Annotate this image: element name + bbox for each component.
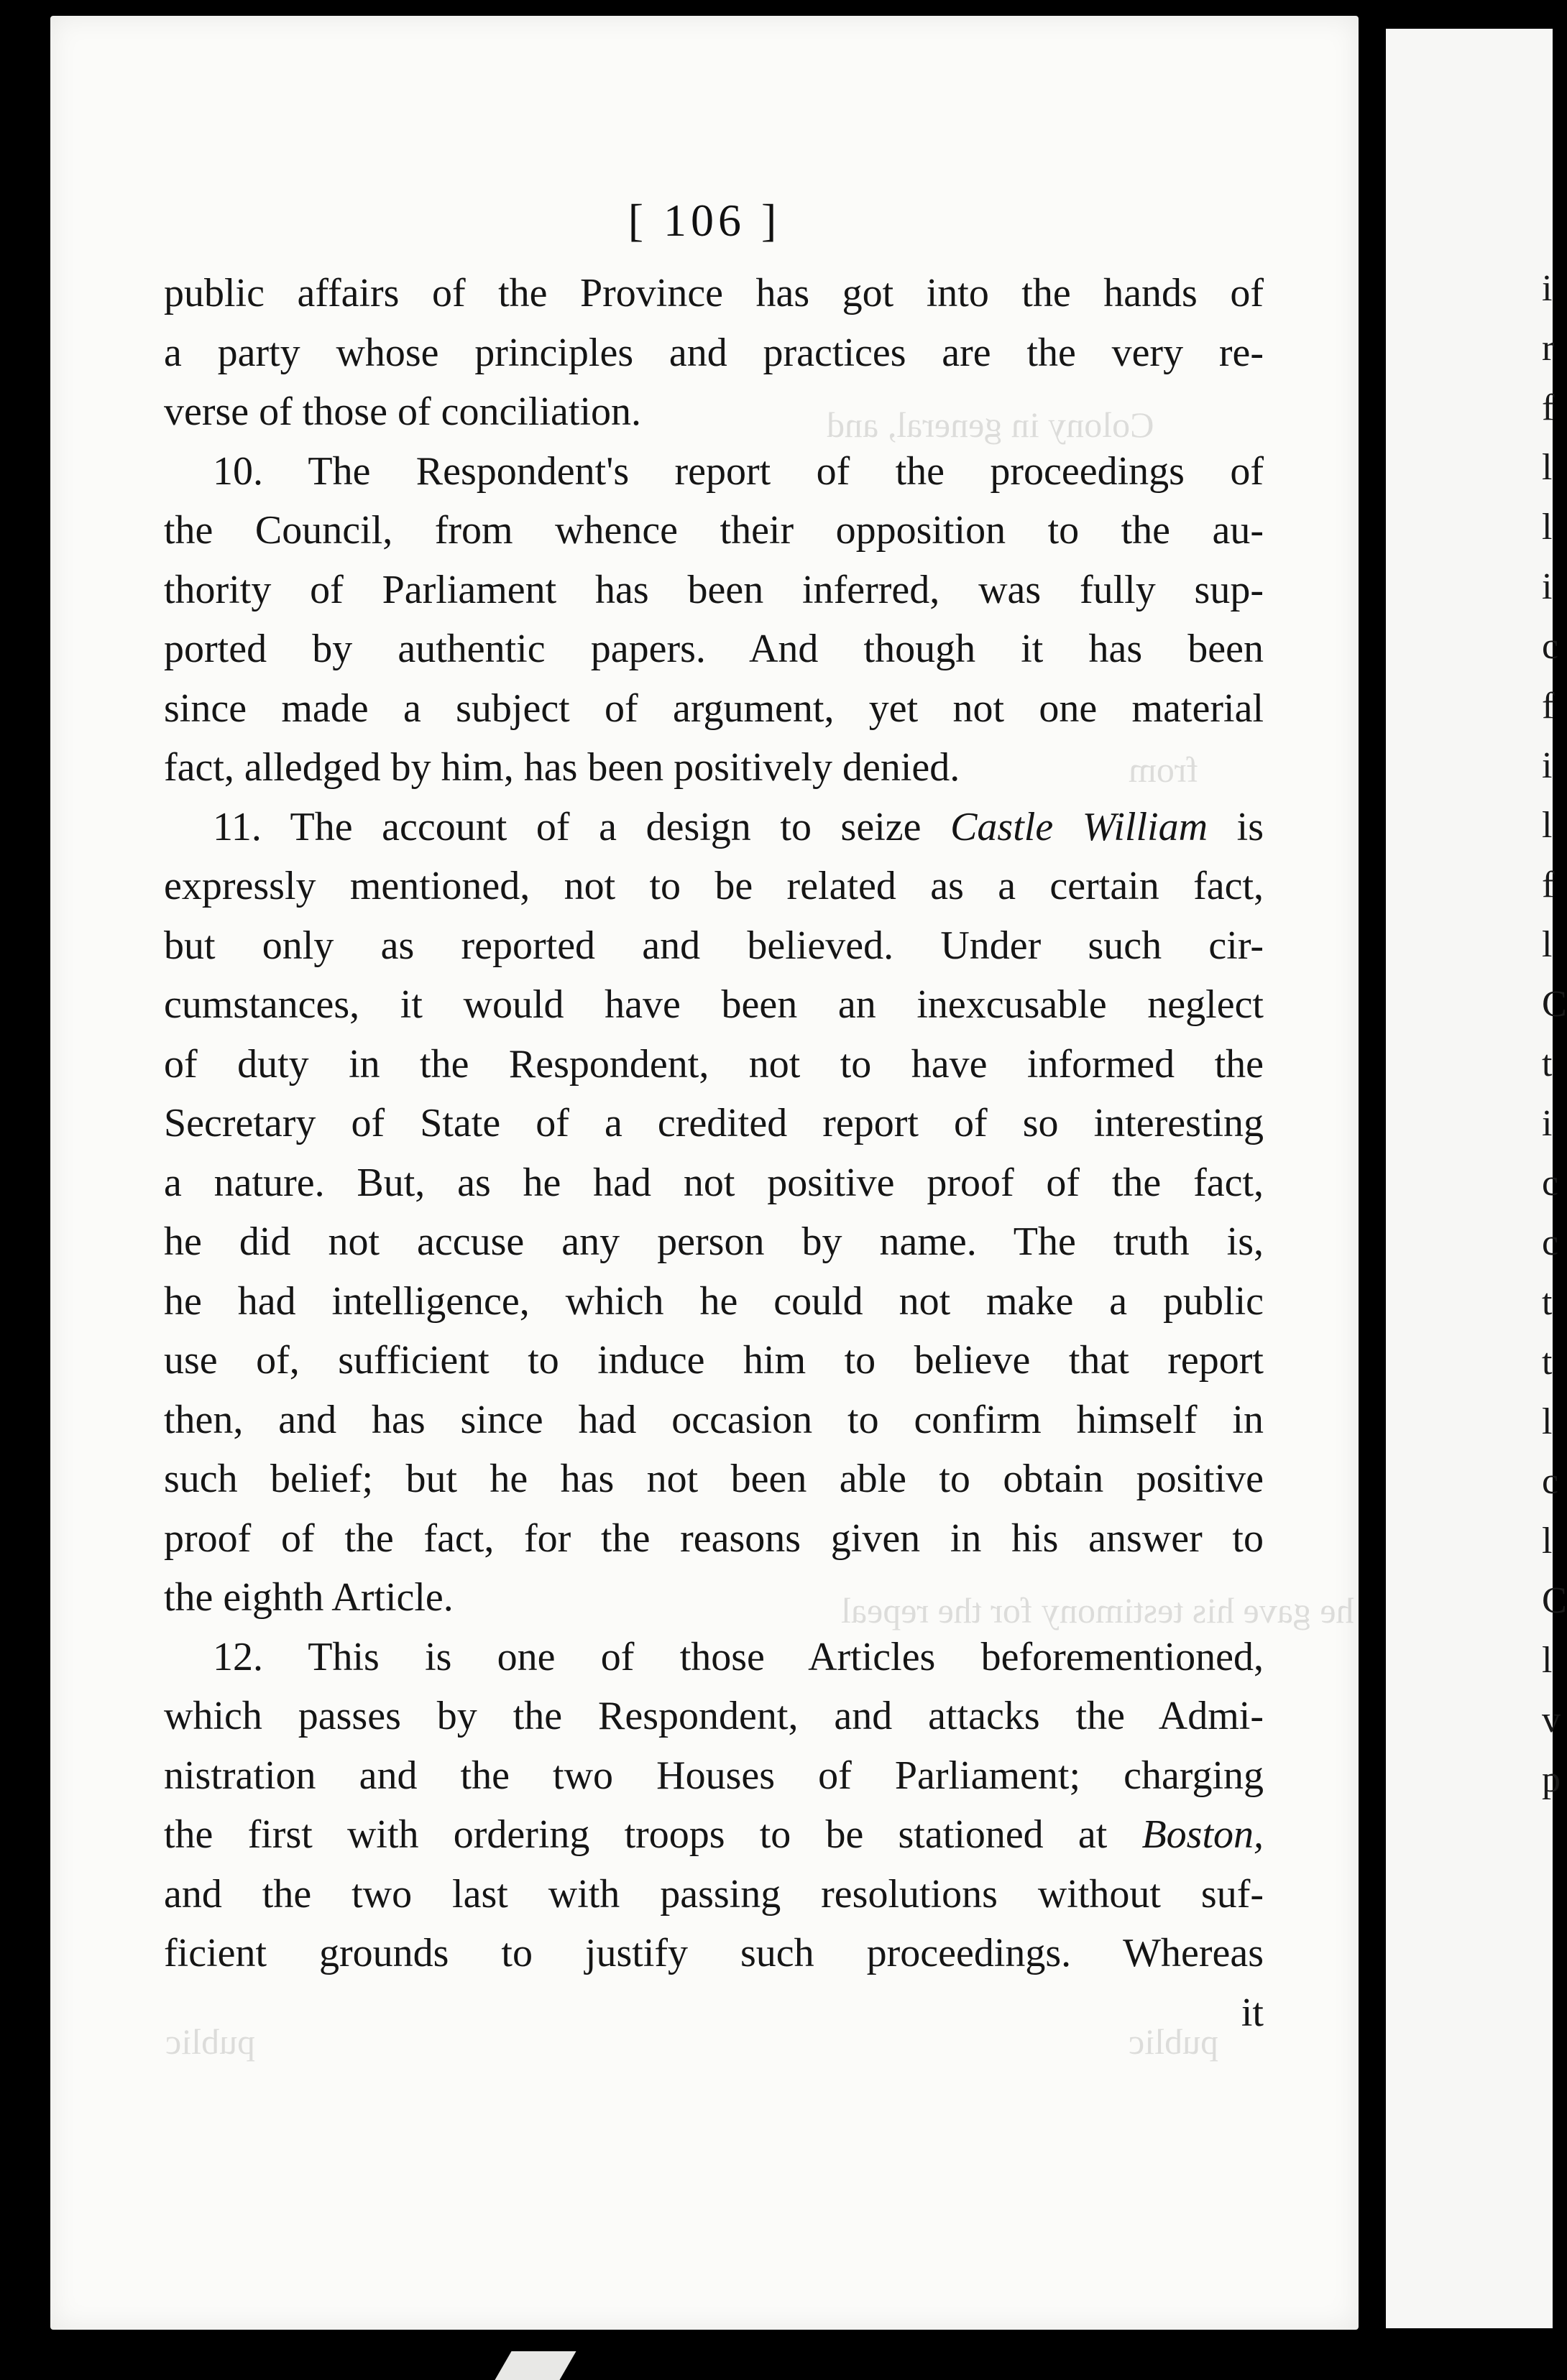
paragraph-10-start: 10. The Respondent's report of the proceedings of (213, 448, 1264, 494)
edge-letter: t (1542, 1342, 1553, 1383)
line-10-after: is (1208, 804, 1264, 849)
show-through-text: public (1129, 2021, 1218, 2062)
edge-letter: t (1542, 1043, 1553, 1084)
edge-letter: l (1542, 805, 1553, 846)
castle-william-italic: Castle William (950, 804, 1208, 849)
text-line-7: ported by authentic papers. And though it has been (164, 627, 1264, 671)
edge-letter: f (1542, 864, 1555, 905)
text-line-25: which passes by the Respondent, and attacks the Admi- (164, 1694, 1264, 1738)
text-line-11: expressly mentioned, not to be related as a certain fact, (164, 864, 1264, 908)
page-number: [ 106 ] (628, 195, 781, 246)
edge-letter: t (1542, 1282, 1553, 1323)
text-line-5: the Council, from whence their opposition to the au- (164, 508, 1264, 553)
text-line-23: the eighth Article. (164, 1575, 454, 1620)
text-line-22: proof of the fact, for the reasons given in his answer to (164, 1516, 1264, 1561)
text-line-1: public affairs of the Province has got into the hands of (164, 271, 1264, 315)
catchword: it (1241, 1990, 1264, 2035)
edge-letter: f (1542, 686, 1555, 727)
text-line-3: verse of those of conciliation. (164, 389, 642, 434)
text-line-27 (164, 1805, 1264, 1865)
line-27-text: the first with ordering troops to be stationed at (164, 1812, 1142, 1857)
show-through-text: Colony in general, and (827, 405, 1154, 445)
edge-letter: f (1542, 387, 1555, 428)
edge-letter: C (1542, 984, 1567, 1025)
edge-letter: l (1542, 924, 1553, 965)
text-line-12: but only as reported and believed. Under such cir- (164, 923, 1264, 968)
edge-letter: i (1542, 268, 1553, 309)
text-line-8: since made a subject of argument, yet not one material (164, 686, 1264, 731)
edge-letter: i (1542, 745, 1553, 786)
edge-letter: i (1542, 1103, 1553, 1144)
edge-letter: c (1542, 1163, 1559, 1204)
body-text (164, 264, 1264, 2042)
text-line-17: he did not accuse any person by name. The truth is, (164, 1219, 1264, 1264)
text-line-28: and the two last with passing resolutions without suf- (164, 1871, 1264, 1917)
boston-italic: Boston, (1141, 1812, 1264, 1857)
edge-letter: l (1542, 1640, 1553, 1681)
facing-page-letters (1542, 259, 1567, 1809)
text-line-2: a party whose principles and practices are the very re- (164, 330, 1264, 375)
edge-letter: C (1542, 1580, 1567, 1621)
edge-letter: r (1542, 328, 1555, 369)
edge-letter: v (1542, 1699, 1561, 1740)
text-line-19: use of, sufficient to induce him to believe that report (164, 1338, 1264, 1383)
edge-letter: l (1542, 507, 1553, 548)
text-line-26: nistration and the two Houses of Parliament; charging (164, 1753, 1264, 1798)
text-line-20: then, and has since had occasion to confirm himself in (164, 1397, 1264, 1442)
text-line-6: thority of Parliament has been inferred, was fully sup- (164, 567, 1264, 612)
text-line-15: Secretary of State of a credited report of so interesting (164, 1101, 1264, 1145)
facing-page-edge (1386, 29, 1567, 2328)
edge-letter: l (1542, 1521, 1553, 1562)
paragraph-12-start: 12. This is one of those Articles beforementioned, (213, 1634, 1264, 1679)
left-page (50, 16, 1359, 2330)
text-line-9: fact, alledged by him, has been positively denied. (164, 745, 960, 790)
text-line-21: such belief; but he has not been able to obtain positive (164, 1457, 1264, 1501)
show-through-text: from (1129, 749, 1199, 790)
edge-letter: p (1542, 1759, 1561, 1800)
edge-letter: i (1542, 566, 1553, 607)
line-10-text: 11. The account of a design to seize (213, 804, 951, 849)
edge-letter: c (1542, 1461, 1559, 1502)
text-line-18: he had intelligence, which he could not make a public (164, 1278, 1264, 1324)
edge-letter: c (1542, 626, 1559, 667)
paragraph-11-start (164, 798, 1264, 857)
text-line-29: ficient grounds to justify such proceedings. Whereas (164, 1931, 1264, 1975)
text-line-16: a nature. But, as he had not positive proof of the fact, (164, 1160, 1264, 1205)
scan-debris-mark (495, 2351, 576, 2380)
show-through-text: public (165, 2021, 255, 2062)
text-line-13: cumstances, it would have been an inexcusable neglect (164, 982, 1264, 1027)
edge-letter: l (1542, 1401, 1553, 1442)
edge-letter: c (1542, 1222, 1559, 1263)
edge-letter: l (1542, 447, 1553, 488)
show-through-text: he gave his testimony for the repeal (841, 1590, 1354, 1631)
text-line-14: of duty in the Respondent, not to have informed the (164, 1041, 1264, 1087)
